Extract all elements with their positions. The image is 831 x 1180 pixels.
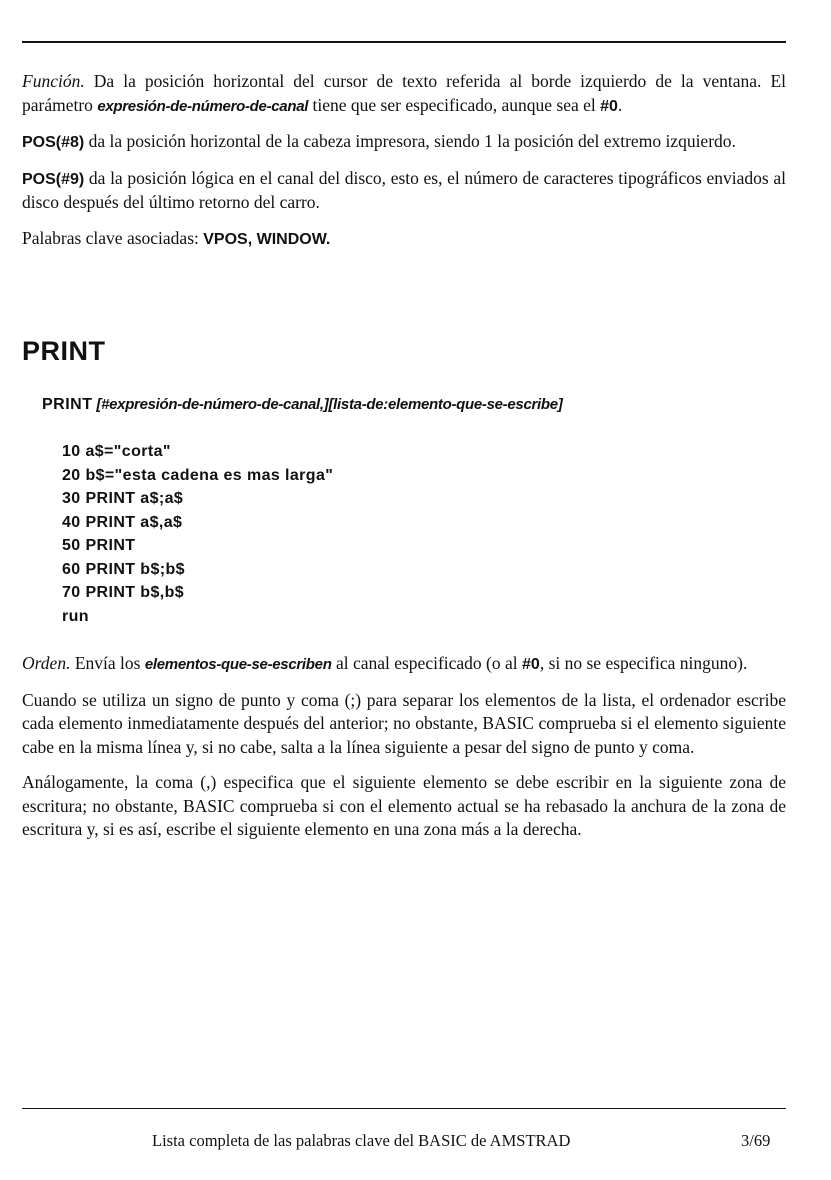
syntax-keyword: PRINT [42,396,93,413]
code-line: 30 PRINT a$;a$ [62,490,184,507]
semicolon-paragraph: Cuando se utiliza un signo de punto y coma (;) para separar los elementos de la lista, el ordenador escribe cada elemento inmediatamente después del anterior; no obstante, BASIC comprueba si el elemento siguiente cabe en la misma línea y, si no cabe, salta a la línea siguiente a pesar del signo de punto y coma. [22,689,786,757]
code-line: run [62,607,89,625]
pos9-text: da la posición lógica en el canal del disco, esto es, el número de caracteres tipográficos enviados al disco después del último retorno del carro. [22,167,786,212]
intro-section [22,70,786,263]
syntax-line [42,394,563,414]
top-rule [22,41,786,43]
page-number: 3/69 [741,1131,771,1150]
order-text-a: Envía los [70,653,145,673]
function-label: Función. [22,71,85,91]
order-text-b: al canal especificado (o al [331,653,523,673]
param-elements: elementos-que-se-escriben [144,656,332,673]
function-text-c: . [617,94,623,115]
description-section [22,652,786,854]
bottom-rule [22,1108,786,1109]
pos8-paragraph [22,130,786,155]
syntax-arguments: [#expresión-de-número-de-canal,][lista-de:elemento-que-se-escribe] [92,396,563,413]
pos8-keyword: POS(#8) [22,134,85,151]
related-keywords-label: Palabras clave asociadas: [22,227,204,248]
pos9-keyword: POS(#9) [22,170,85,188]
code-line: 60 PRINT b$;b$ [62,560,185,578]
code-line: 20 b$="esta cadena es mas larga" [62,466,334,484]
footer-title: Lista completa de las palabras clave del BASIC de AMSTRAD [152,1131,571,1150]
pos9-paragraph [22,167,786,215]
code-line: 50 PRINT [62,537,136,554]
function-text-a: Da la posición horizontal del cursor de texto referida al borde izquierdo de la ventana. El parámetro [22,71,786,115]
order-text-c: , si no se especifica ninguno). [539,653,748,673]
related-keywords [22,227,786,252]
related-keywords-list: VPOS, WINDOW. [203,230,331,248]
function-text-b: tiene que ser especificado, aunque sea el [308,94,601,115]
channel-zero: #0 [600,97,618,115]
comma-paragraph: Análogamente, la coma (,) especifica que el siguiente elemento se debe escribir en la siguiente zona de escritura; no obstante, BASIC comprueba si con el elemento actual se ha rebasado la anchura de la zona de escritura y, si es así, escribe el siguiente elemento en una zona más a la derecha. [22,772,786,839]
code-listing [62,440,333,628]
section-heading: PRINT [22,336,106,366]
param-channel-expression: expresión-de-número-de-canal [97,97,309,115]
pos8-text: da la posición horizontal de la cabeza impresora, siendo 1 la posición del extremo izquierdo. [84,131,736,151]
function-paragraph [22,70,786,118]
order-paragraph [22,652,786,677]
code-line: 40 PRINT a$,a$ [62,513,183,531]
order-label: Orden. [22,653,71,673]
code-line: 70 PRINT b$,b$ [62,584,185,601]
code-line: 10 a$="corta" [62,443,171,460]
channel-zero: #0 [522,656,540,673]
